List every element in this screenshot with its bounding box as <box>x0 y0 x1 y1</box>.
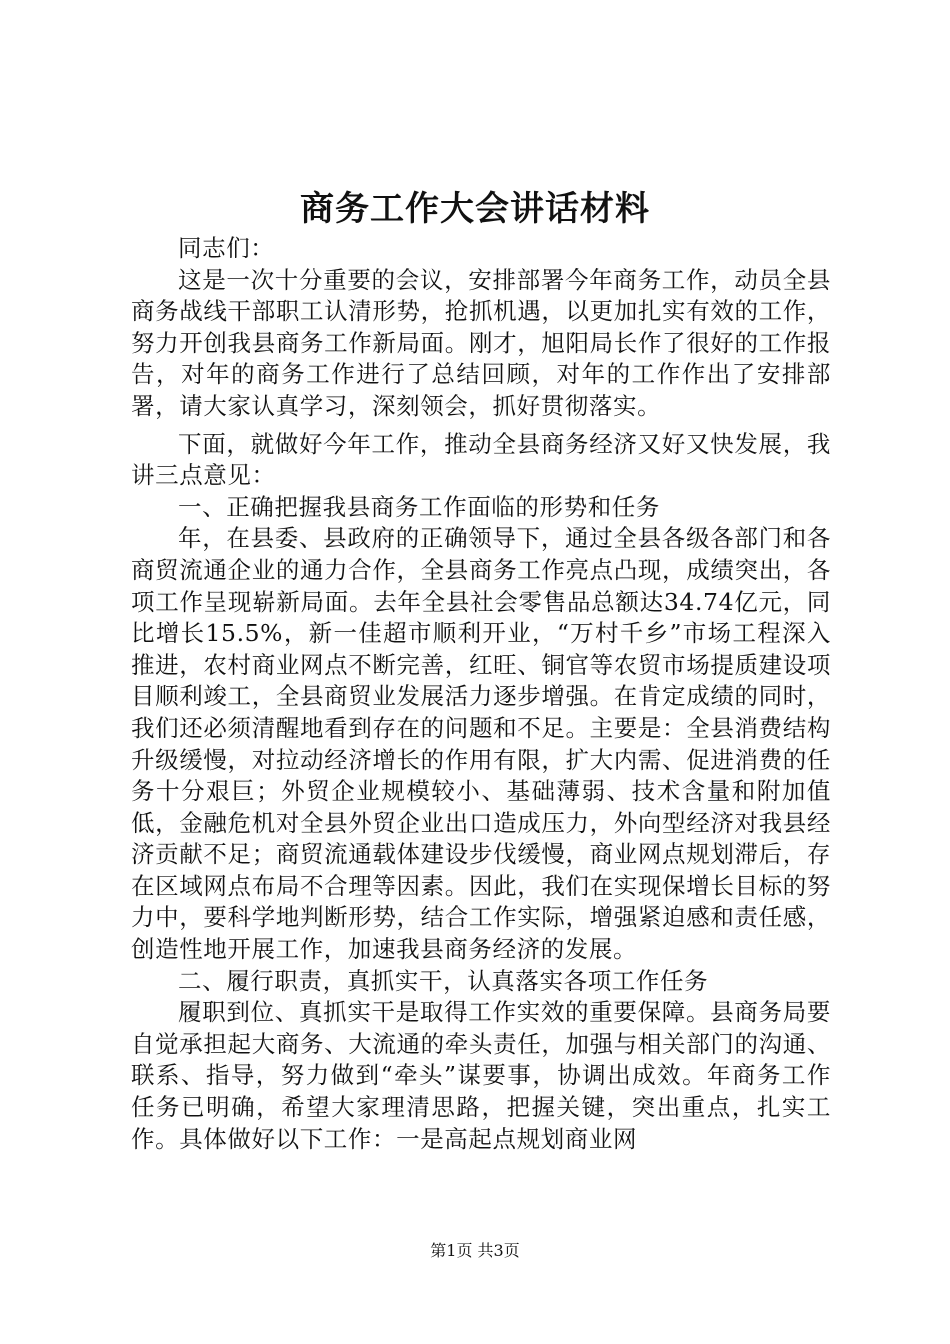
section-heading-2: 二、履行职责，真抓实干，认真落实各项工作任务 <box>178 966 709 995</box>
section-heading-1: 一、正确把握我县商务工作面临的形势和任务 <box>178 492 660 521</box>
intro-paragraph: 这是一次十分重要的会议，安排部署今年商务工作，动员全县商务战线干部职工认清形势，抢抓机遇，以更加扎实有效的工作，努力开创我县商务工作新局面。刚才，旭阳局长作了很好的工作报告，对年的商务工作进行了总结回顾，对年的工作作出了安排部署，请大家认真学习，深刻领会，抓好贯彻落实。 <box>131 265 831 420</box>
document-body <box>131 233 831 1155</box>
outline-paragraph: 下面，就做好今年工作，推动全县商务经济又好又快发展，我讲三点意见： <box>131 429 831 490</box>
document-title: 商务工作大会讲话材料 <box>300 189 650 229</box>
section-1-paragraph: 年，在县委、县政府的正确领导下，通过全县各级各部门和各商贸流通企业的通力合作，全县商务工作亮点凸现，成绩突出，各项工作呈现崭新局面。去年全县社会零售品总额达34.74亿元，同比增长15.5%，新一佳超市顺利开业，“万村千乡”市场工程深入推进，农村商业网点不断完善，红旺、铜官等农贸市场提质建设项目顺利竣工，全县商贸业发展活力逐步增强。在肯定成绩的同时，我们还必须清醒地看到存在的问题和不足。主要是：全县消费结构升级缓慢，对拉动经济增长的作用有限，扩大内需、促进消费的任务十分艰巨；外贸企业规模较小、基础薄弱、技术含量和附加值低，金融危机对全县外贸企业出口造成压力，外向型经济对我县经济贡献不足；商贸流通载体建设步伐缓慢，商业网点规划滞后，存在区域网点布局不合理等因素。因此，我们在实现保增长目标的努力中，要科学地判断形势，结合工作实际，增强紧迫感和责任感，创造性地开展工作，加速我县商务经济的发展。 <box>131 524 831 964</box>
page-footer: 第1页 共3页 <box>430 1241 520 1260</box>
greeting-paragraph: 同志们： <box>178 234 275 262</box>
section-2-paragraph: 履职到位、真抓实干是取得工作实效的重要保障。县商务局要自觉承担起大商务、大流通的牵头责任，加强与相关部门的沟通、联系、指导，努力做到“牵头”谋要事，协调出成效。年商务工作任务已明确，希望大家理清思路，把握关键，突出重点，扎实工作。具体做好以下工作：一是高起点规划商业网 <box>131 998 831 1153</box>
